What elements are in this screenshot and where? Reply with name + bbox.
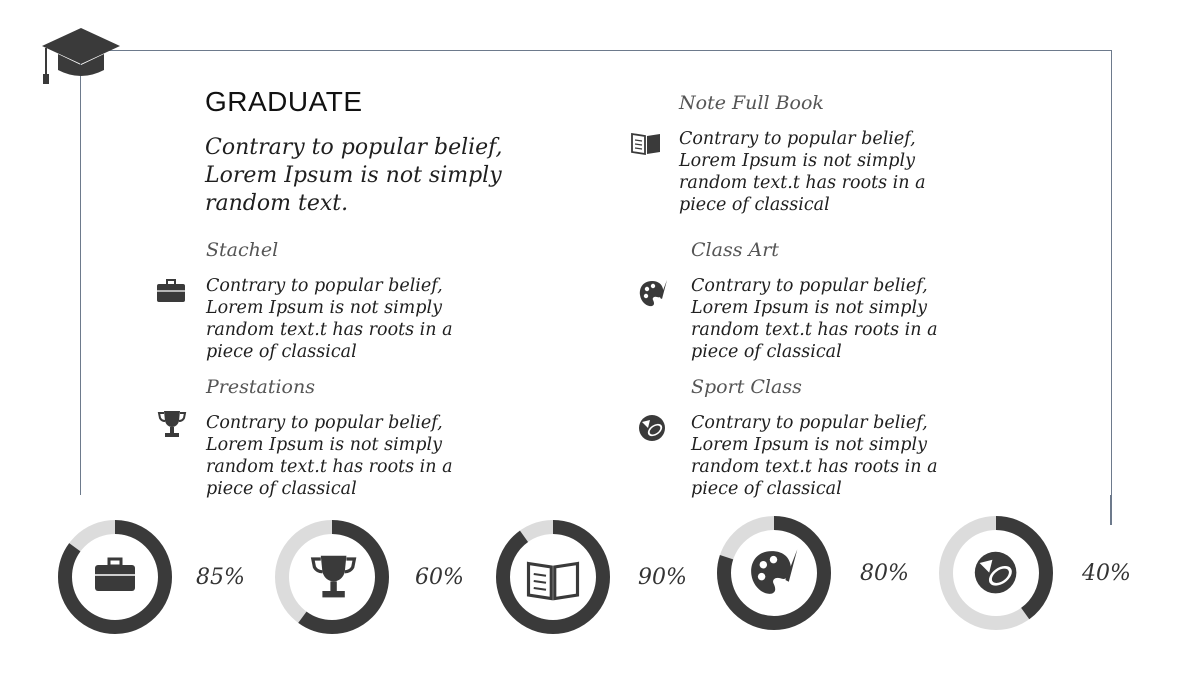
- progress-label-book: 90%: [638, 565, 687, 590]
- sports-balls-icon: [636, 412, 668, 444]
- progress-label-sports: 40%: [1082, 561, 1131, 586]
- progress-ring-trophy: [272, 517, 392, 637]
- section-heading-note: Note Full Book: [679, 92, 824, 114]
- graduation-cap-icon: [36, 24, 126, 90]
- section-body-art: Contrary to popular belief, Lorem Ipsum is not simply random text.t has roots in a piece of classical: [691, 276, 938, 362]
- progress-ring-briefcase: [55, 517, 175, 637]
- section-heading-art: Class Art: [691, 239, 779, 261]
- progress-ring-sports: [936, 513, 1056, 633]
- section-body-stachel: Contrary to popular belief, Lorem Ipsum is not simply random text.t has roots in a piece of classical: [206, 276, 453, 362]
- sports-balls-icon: [975, 552, 1017, 594]
- trophy-icon: [156, 408, 188, 440]
- palette-icon: [751, 549, 797, 593]
- section-heading-stachel: Stachel: [206, 239, 279, 261]
- briefcase-icon: [155, 276, 187, 308]
- open-book-icon: [529, 564, 578, 599]
- intro-text: Contrary to popular belief, Lorem Ipsum is not simply random text.: [205, 135, 503, 216]
- page-title: GRADUATE: [205, 86, 363, 117]
- progress-label-briefcase: 85%: [196, 565, 245, 590]
- trophy-icon: [313, 556, 355, 598]
- progress-label-palette: 80%: [860, 561, 909, 586]
- frame-line: [1110, 495, 1112, 525]
- progress-ring-palette: [714, 513, 834, 633]
- open-book-icon: [630, 128, 662, 160]
- section-body-sport: Contrary to popular belief, Lorem Ipsum is not simply random text.t has roots in a piece of classical: [691, 413, 938, 499]
- progress-label-trophy: 60%: [415, 565, 464, 590]
- progress-ring-book: [493, 517, 613, 637]
- section-body-prestations: Contrary to popular belief, Lorem Ipsum is not simply random text.t has roots in a piece of classical: [206, 413, 453, 499]
- palette-icon: [638, 278, 670, 310]
- section-body-note: Contrary to popular belief, Lorem Ipsum is not simply random text.t has roots in a piece of classical: [679, 129, 926, 215]
- section-heading-sport: Sport Class: [691, 376, 802, 398]
- briefcase-icon: [95, 559, 135, 591]
- section-heading-prestations: Prestations: [206, 376, 315, 398]
